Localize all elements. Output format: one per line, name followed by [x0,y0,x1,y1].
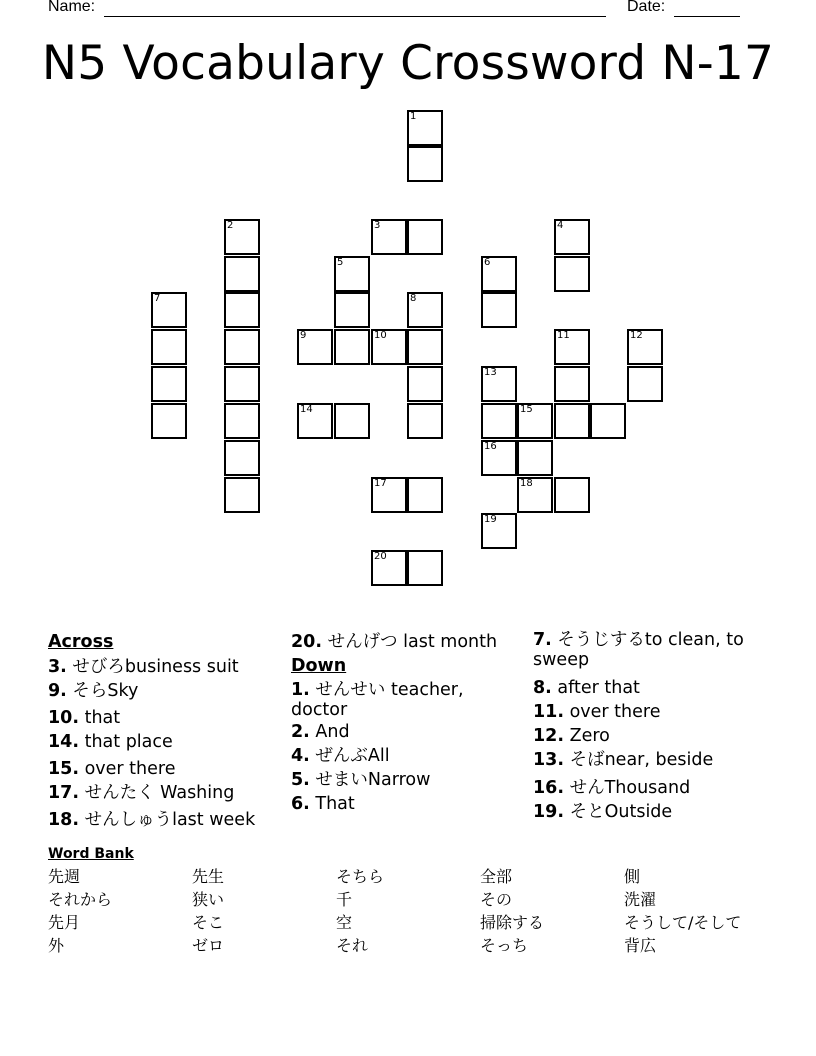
clue-text: after that [557,678,640,698]
clue-text: せんしゅうlast week [84,810,256,830]
grid-cell [224,219,260,255]
grid-cell [407,110,443,146]
clue-number: 10. [48,708,80,728]
word-bank-item: 先生 [192,867,225,886]
clue-number: 19 [484,514,497,525]
grid-cell [407,292,443,328]
clue-down-16 [533,776,773,800]
clue-number: 2 [227,220,234,231]
clue-text: That [315,794,355,814]
grid-cell [224,329,260,365]
clue-down-6 [291,792,523,816]
clue-text: そばnear, beside [569,750,714,770]
clue-number: 20 [374,551,387,562]
clue-down-12 [533,724,773,748]
word-bank-column-5 [624,865,741,957]
grid-cell [554,366,590,402]
clue-number: 3. [48,657,67,677]
grid-cell [297,403,333,439]
word-bank-item: そっち [480,936,529,955]
grid-cell [407,366,443,402]
grid-cell [151,366,187,402]
clue-number: 11. [533,702,565,722]
clue-across-3 [48,655,283,679]
clue-down-8 [533,676,773,700]
clue-down-11 [533,700,773,724]
grid-cell [590,403,626,439]
word-bank-item: 空 [336,913,353,932]
word-bank-column-1 [48,865,112,957]
clue-number: 12 [630,330,643,341]
clue-text: せんたく Washing [84,783,235,803]
clue-text: that [84,708,121,728]
clue-number: 7 [154,293,161,304]
clue-down-19 [533,800,773,824]
clue-number: 13. [533,750,565,770]
grid-cell [224,366,260,402]
word-bank-item: 先週 [48,867,81,886]
clue-number: 1. [291,680,310,700]
grid-cell [297,329,333,365]
grid-cell [224,256,260,292]
grid-cell [554,256,590,292]
grid-cell [407,219,443,255]
clue-across-20 [291,630,523,654]
clue-number: 7. [533,630,552,650]
word-bank-item: 掃除する [480,913,545,932]
grid-cell [481,513,517,549]
grid-cell [407,329,443,365]
clue-number: 8 [410,293,417,304]
grid-cell [224,403,260,439]
clue-text: そうじするto clean, to sweep [533,630,744,670]
grid-cell [554,477,590,513]
word-bank-item: 外 [48,936,65,955]
clue-number: 18. [48,810,80,830]
grid-cell [627,329,663,365]
clue-text: ぜんぶAll [315,746,390,766]
word-bank-item: それから [48,890,113,909]
clue-down-2 [291,720,523,744]
clue-across-18 [48,808,283,832]
clue-number: 16 [484,441,497,452]
clue-text: And [315,722,350,742]
clue-text: over there [84,759,176,779]
grid-cell [517,440,553,476]
clues-column-3 [533,630,773,824]
clue-number: 14 [300,404,313,415]
word-bank-item: そうして/そして [624,913,742,932]
clue-number: 8. [533,678,552,698]
grid-cell [517,477,553,513]
clue-text: せんげつ last month [327,632,498,652]
clue-text: せんThousand [569,778,691,798]
grid-cell [224,292,260,328]
clue-number: 15. [48,759,80,779]
word-bank-item: 全部 [480,867,513,886]
clue-across-14 [48,730,283,754]
grid-cell [224,477,260,513]
clue-number: 5. [291,770,310,790]
grid-cell [407,146,443,182]
word-bank-item: 背広 [624,936,657,955]
clue-number: 10 [374,330,387,341]
clue-number: 3 [374,220,381,231]
clue-text: せまいNarrow [315,770,431,790]
date-label: Date: [627,0,666,15]
grid-cell [334,292,370,328]
down-heading: Down [291,656,347,676]
clue-across-17 [48,781,283,805]
clue-number: 15 [520,404,533,415]
grid-cell [481,403,517,439]
grid-cell [334,256,370,292]
across-heading: Across [48,632,114,652]
grid-cell [554,329,590,365]
clue-number: 4 [557,220,564,231]
grid-cell [371,550,407,586]
clues-column-1 [48,630,283,832]
word-bank-title: Word Bank [48,846,134,862]
clue-number: 13 [484,367,497,378]
clue-across-10 [48,706,283,730]
grid-cell [481,440,517,476]
grid-cell [517,403,553,439]
grid-cell [334,329,370,365]
clue-number: 17 [374,478,387,489]
clue-number: 9 [300,330,307,341]
clues-column-2 [291,630,523,816]
grid-cell [151,292,187,328]
clue-number: 11 [557,330,570,341]
clue-number: 20. [291,632,323,652]
clue-text: せびろbusiness suit [72,657,239,677]
word-bank-item: そちら [336,867,385,886]
clue-number: 6 [484,257,491,268]
word-bank-item: 洗濯 [624,890,657,909]
word-bank-item: ゼロ [192,936,225,955]
word-bank-item: 先月 [48,913,81,932]
grid-cell [371,477,407,513]
grid-cell [481,366,517,402]
clue-down-7 [533,630,773,670]
grid-cell [407,477,443,513]
word-bank-item: それ [336,936,369,955]
grid-cell [151,329,187,365]
clue-number: 5 [337,257,344,268]
grid-cell [481,256,517,292]
clue-text: Zero [569,726,610,746]
clue-down-5 [291,768,523,792]
grid-cell [554,403,590,439]
clue-across-9 [48,679,283,703]
word-bank-item: その [480,890,513,909]
clue-down-1 [291,680,523,720]
grid-cell [224,440,260,476]
clue-across-15 [48,757,283,781]
clue-number: 19. [533,802,565,822]
word-bank-column-2 [192,865,224,957]
grid-cell [481,292,517,328]
grid-cell [371,219,407,255]
clue-number: 16. [533,778,565,798]
clue-text: over there [569,702,661,722]
clue-text: せんせい teacher, doctor [291,680,464,720]
grid-cell [407,550,443,586]
clue-number: 9. [48,681,67,701]
word-bank-item: 千 [336,890,353,909]
clue-number: 1 [410,111,417,122]
name-label: Name: [48,0,96,15]
word-bank-item: 狭い [192,890,225,909]
clue-text: そらSky [72,681,139,701]
clue-number: 2. [291,722,310,742]
page-title: N5 Vocabulary Crossword N-17 [41,36,775,91]
clue-text: that place [84,732,173,752]
grid-cell [407,403,443,439]
word-bank-item: 側 [624,867,641,886]
grid-cell [334,403,370,439]
word-bank-item: そこ [192,913,225,932]
word-bank-column-4 [480,865,544,957]
grid-cell [627,366,663,402]
clue-text: そとOutside [569,802,673,822]
grid-cell [554,219,590,255]
grid-cell [371,329,407,365]
grid-cell [151,403,187,439]
word-bank-column-3 [336,865,384,957]
clue-number: 6. [291,794,310,814]
clue-down-4 [291,744,523,768]
clue-number: 18 [520,478,533,489]
clue-number: 14. [48,732,80,752]
clue-number: 12. [533,726,565,746]
clue-number: 17. [48,783,80,803]
clue-down-13 [533,748,773,772]
clue-number: 4. [291,746,310,766]
